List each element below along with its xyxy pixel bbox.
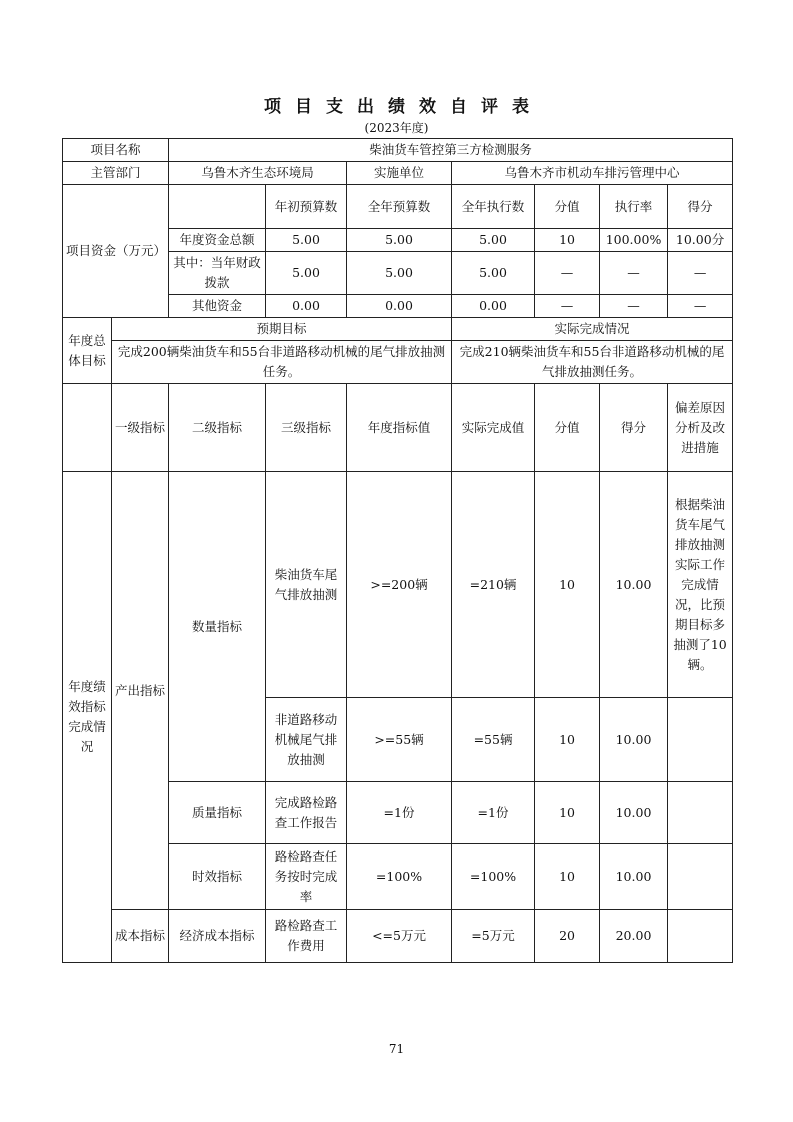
level3-indicator: 非道路移动机械尾气排放抽测 [266, 698, 347, 782]
got-value: 20.00 [600, 910, 668, 963]
funds-header: 分值 [535, 185, 600, 229]
perf-header: 偏差原因分析及改进措施 [668, 384, 733, 472]
funds-row-name: 其中：当年财政拨款 [169, 252, 266, 295]
funds-cell: 0.00 [347, 295, 452, 318]
funds-row-name: 其他资金 [169, 295, 266, 318]
score-value: 10 [535, 472, 600, 698]
deviation-reason [668, 844, 733, 910]
page-title: 项目支出绩效自评表 [264, 97, 543, 117]
page-number: 71 [388, 1042, 405, 1056]
level3-indicator: 柴油货车尾气排放抽测 [266, 472, 347, 698]
funds-cell: — [600, 295, 668, 318]
unit-value: 乌鲁木齐市机动车排污管理中心 [452, 162, 733, 185]
target-value: =100% [347, 844, 452, 910]
cost-level1: 成本指标 [112, 910, 169, 963]
actual-value: =5万元 [452, 910, 535, 963]
funds-cell: 100.00% [600, 229, 668, 252]
funds-cell: — [668, 295, 733, 318]
perf-label: 年度绩效指标完成情况 [63, 472, 112, 963]
funds-cell: 5.00 [347, 229, 452, 252]
target-value: =1份 [347, 782, 452, 844]
funds-header: 年初预算数 [266, 185, 347, 229]
funds-cell: 5.00 [452, 252, 535, 295]
target-value: >=55辆 [347, 698, 452, 782]
funds-header: 全年执行数 [452, 185, 535, 229]
dept-label: 主管部门 [63, 162, 169, 185]
quantity-level2: 数量指标 [169, 472, 266, 782]
perf-header: 三级指标 [266, 384, 347, 472]
deviation-reason [668, 782, 733, 844]
level3-indicator: 完成路检路查工作报告 [266, 782, 347, 844]
expected-label: 预期目标 [112, 318, 452, 341]
perf-header: 二级指标 [169, 384, 266, 472]
funds-cell: — [668, 252, 733, 295]
actual-result: 完成210辆柴油货车和55台非道路移动机械的尾气排放抽测任务。 [452, 341, 733, 384]
year-subtitle: (2023年度) [364, 121, 429, 135]
actual-value: =55辆 [452, 698, 535, 782]
score-value: 10 [535, 844, 600, 910]
funds-row-name: 年度资金总额 [169, 229, 266, 252]
score-value: 10 [535, 782, 600, 844]
funds-cell: 0.00 [452, 295, 535, 318]
quality-level2: 质量指标 [169, 782, 266, 844]
funds-label: 项目资金（万元） [63, 185, 169, 318]
perf-header: 年度指标值 [347, 384, 452, 472]
target-value: >=200辆 [347, 472, 452, 698]
actual-value: =1份 [452, 782, 535, 844]
target-value: <=5万元 [347, 910, 452, 963]
funds-header-blank [169, 185, 266, 229]
funds-header: 全年预算数 [347, 185, 452, 229]
funds-cell: 10.00分 [668, 229, 733, 252]
got-value: 10.00 [600, 698, 668, 782]
funds-cell: 5.00 [266, 252, 347, 295]
got-value: 10.00 [600, 844, 668, 910]
funds-cell: 0.00 [266, 295, 347, 318]
got-value: 10.00 [600, 472, 668, 698]
score-value: 10 [535, 698, 600, 782]
perf-header-blank [63, 384, 112, 472]
project-name-label: 项目名称 [63, 139, 169, 162]
overall-label: 年度总体目标 [63, 318, 112, 384]
funds-header: 得分 [668, 185, 733, 229]
evaluation-table [62, 138, 733, 963]
got-value: 10.00 [600, 782, 668, 844]
funds-cell: 5.00 [452, 229, 535, 252]
perf-header: 实际完成值 [452, 384, 535, 472]
perf-header: 一级指标 [112, 384, 169, 472]
perf-header: 得分 [600, 384, 668, 472]
dept-value: 乌鲁木齐生态环境局 [169, 162, 347, 185]
unit-label: 实施单位 [347, 162, 452, 185]
deviation-reason [668, 910, 733, 963]
actual-value: =100% [452, 844, 535, 910]
project-name-value: 柴油货车管控第三方检测服务 [169, 139, 733, 162]
funds-cell: — [600, 252, 668, 295]
score-value: 20 [535, 910, 600, 963]
funds-cell: — [535, 295, 600, 318]
funds-cell: 5.00 [266, 229, 347, 252]
time-level2: 时效指标 [169, 844, 266, 910]
expected-goal: 完成200辆柴油货车和55台非道路移动机械的尾气排放抽测任务。 [112, 341, 452, 384]
cost-level2: 经济成本指标 [169, 910, 266, 963]
deviation-reason [668, 698, 733, 782]
level3-indicator: 路检路查工作费用 [266, 910, 347, 963]
funds-header: 执行率 [600, 185, 668, 229]
output-level1: 产出指标 [112, 472, 169, 910]
perf-header: 分值 [535, 384, 600, 472]
funds-cell: — [535, 252, 600, 295]
level3-indicator: 路检路查任务按时完成率 [266, 844, 347, 910]
funds-cell: 5.00 [347, 252, 452, 295]
funds-cell: 10 [535, 229, 600, 252]
actual-label: 实际完成情况 [452, 318, 733, 341]
deviation-reason: 根据柴油货车尾气排放抽测实际工作完成情况，比预期目标多抽测了10辆。 [668, 472, 733, 698]
actual-value: =210辆 [452, 472, 535, 698]
